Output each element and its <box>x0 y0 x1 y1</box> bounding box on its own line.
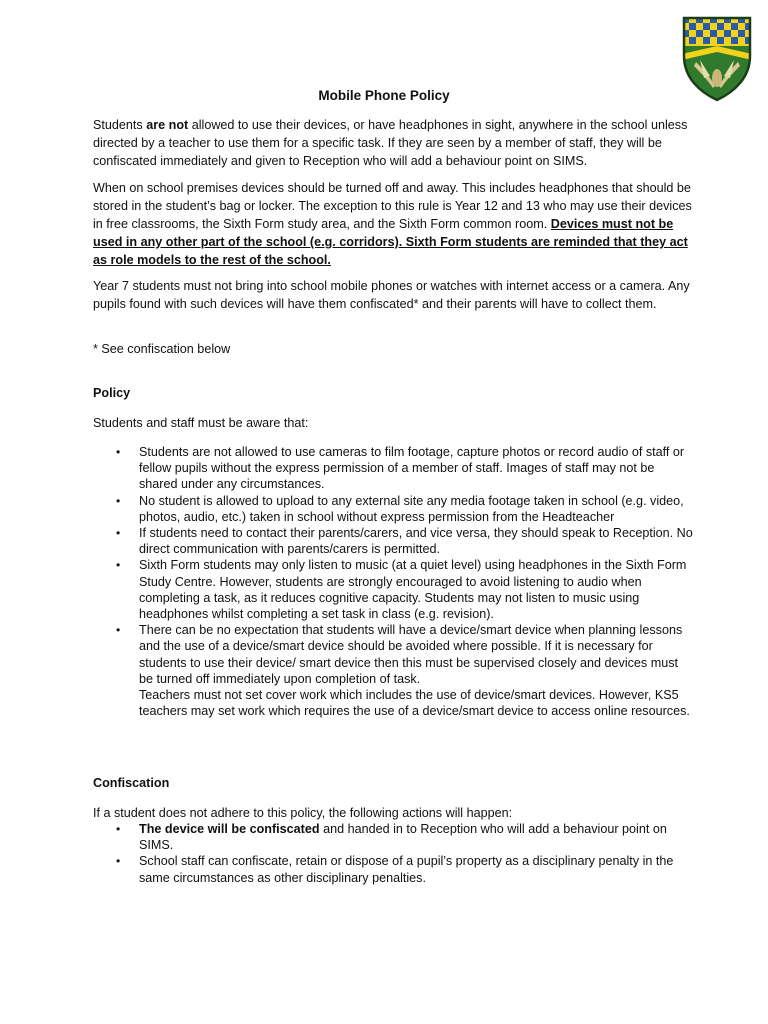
footnote: * See confiscation below <box>93 342 231 356</box>
intro-paragraph-1: Students are not allowed to use their devices, or have headphones in sight, anywhere in the school unless directed by a teacher to use them for a specific task. If they are seen by a member of staff, they will be confiscated immediately and given to Reception who will add a behaviour point on SIMS. <box>93 118 688 168</box>
list-item: • No student is allowed to upload to any external site any media footage taken in school (e.g. video, photos, audio, etc.) taken in school without express permission from the Headteacher <box>116 493 684 524</box>
confiscation-lead: If a student does not adhere to this policy, the following actions will happen: <box>93 806 513 820</box>
policy-list <box>93 444 693 719</box>
list-item: • Students are not allowed to use cameras to film footage, capture photos or record audio of staff or fellow pupils without the express permission of a member of staff. Images of staff may not be shared under any circumstances. <box>116 445 685 492</box>
confiscation-heading: Confiscation <box>93 776 170 790</box>
list-item: • If students need to contact their parents/carers, and vice versa, they should speak to Reception. No direct communication with parents/carers is permitted. <box>116 526 693 557</box>
list-item: • There can be no expectation that students will have a device/smart device when planning lessons and the use of a device/smart device should be avoided where possible. If it is necessary for students to use their device/ smart device then this must be supervised closely and devices must be turned off immediately upon completion of task. <box>116 623 683 686</box>
policy-heading: Policy <box>93 386 131 400</box>
policy-continuation: Teachers must not set cover work which includes the use of device/smart devices. However, KS5 teachers may set work which requires the use of a device/smart device to access online resources. <box>139 688 690 719</box>
list-item: • School staff can confiscate, retain or dispose of a pupil’s property as a disciplinary penalty in the same circumstances as other disciplinary penalties. <box>116 854 674 885</box>
policy-lead: Students and staff must be aware that: <box>93 416 309 430</box>
page-title: Mobile Phone Policy <box>318 88 450 103</box>
intro-paragraph-2: When on school premises devices should be turned off and away. This includes headphones that should be stored in the student’s bag or locker. The exception to this rule is Year 12 and 13 who may use their devices in free classrooms, the Sixth Form study area, and the Sixth Form common room. Devices must not be used in any other part of the school (e.g. corridors). Sixth Form students are reminded that they act as role models to the rest of the school. <box>93 181 692 267</box>
list-item: • The device will be confiscated and handed in to Reception who will add a behaviour point on SIMS. <box>116 822 667 853</box>
intro-paragraph-3: Year 7 students must not bring into school mobile phones or watches with internet access or a camera. Any pupils found with such devices will have them confiscated* and their parents will have to collect them. <box>93 279 690 311</box>
emphasis-notice: Devices must not be used in any other part of the school (e.g. corridors). Sixth Form students are reminded that they act as role models to the rest of the school. <box>93 217 688 267</box>
confiscation-list <box>93 821 693 886</box>
list-item: • Sixth Form students may only listen to music (at a quiet level) using headphones in the Sixth Form Study Centre. However, students are strongly encouraged to avoid listening to audio when completing a task, as it reduces cognitive capacity. Students may not listen to music using headphones whilst completing a set task in class (e.g. revision). <box>116 558 687 622</box>
